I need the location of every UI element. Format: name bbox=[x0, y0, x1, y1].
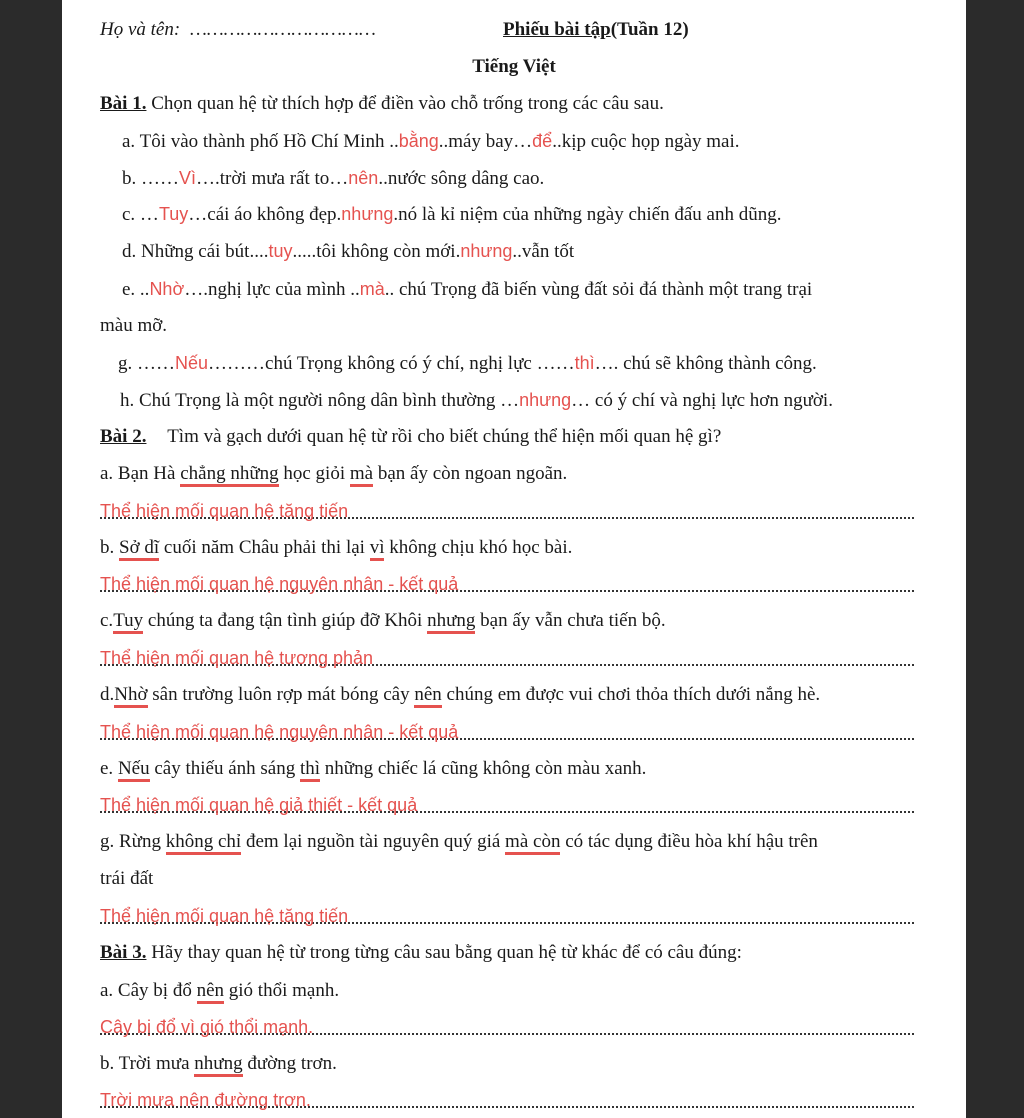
text: sân trường luôn rợp mát bóng cây bbox=[147, 684, 415, 705]
handwritten-answer: Thể hiện mối quan hệ tăng tiến bbox=[100, 501, 349, 521]
handwritten-answer: Thể hiện mối quan hệ nguyên nhân - kết quả bbox=[100, 574, 459, 594]
text: chúng em được vui chơi thỏa thích dưới nắng hè. bbox=[441, 684, 821, 705]
subject-text: Tiếng Việt bbox=[472, 56, 556, 77]
bai1-item-g bbox=[118, 350, 966, 376]
handwritten-answer: Thể hiện mối quan hệ tương phản bbox=[100, 648, 374, 668]
handwritten-answer: Cây bị đổ vì gió thổi mạnh. bbox=[100, 1017, 314, 1037]
text: không chịu khó học bài. bbox=[384, 537, 573, 558]
underlined-connective: nên bbox=[197, 980, 224, 1004]
text: a. Tôi vào thành phố Hồ Chí Minh .. bbox=[122, 131, 399, 152]
text: gió thổi mạnh. bbox=[224, 980, 340, 1001]
text: đường trơn. bbox=[242, 1053, 337, 1074]
text: d. Những cái bút.... bbox=[122, 241, 269, 262]
underlined-connective: Tuy bbox=[113, 610, 143, 634]
text: đem lại nguồn tài nguyên quý giá bbox=[241, 831, 506, 852]
text: màu mỡ. bbox=[100, 315, 168, 336]
text: cây thiếu ánh sáng bbox=[149, 758, 300, 779]
bai3-item-a bbox=[100, 978, 966, 1004]
bai1-label: Bài 1. bbox=[100, 93, 147, 114]
name-dots: …………………………… bbox=[190, 19, 376, 40]
text: … có ý chí và nghị lực hơn người. bbox=[571, 390, 833, 411]
bai3-item-b bbox=[100, 1051, 966, 1077]
text: c. … bbox=[122, 204, 159, 225]
text: ..nước sông dâng cao. bbox=[378, 168, 545, 189]
handwritten-answer: bằng bbox=[398, 131, 439, 151]
underlined-connective: Sở dĩ bbox=[119, 537, 159, 561]
bai2-answer-g bbox=[100, 903, 914, 929]
handwritten-answer: thì bbox=[574, 353, 595, 373]
handwritten-answer: tuy bbox=[268, 241, 293, 261]
bai2-instruction: Tìm và gạch dưới quan hệ từ rồi cho biết chúng thể hiện mối quan hệ gì? bbox=[167, 426, 722, 447]
handwritten-answer: Thể hiện mối quan hệ tăng tiến bbox=[100, 906, 349, 926]
underlined-connective: mà bbox=[350, 463, 373, 487]
text: .....tôi không còn mới. bbox=[292, 241, 461, 262]
text: ..kịp cuộc họp ngày mai. bbox=[552, 131, 740, 152]
bai3-heading bbox=[100, 940, 966, 966]
text: h. Chú Trọng là một người nông dân bình thường … bbox=[120, 390, 520, 411]
text: b. Trời mưa bbox=[100, 1053, 195, 1074]
text: ………chú Trọng không có ý chí, nghị lực …… bbox=[208, 353, 575, 374]
text: …. chú sẽ không thành công. bbox=[594, 353, 817, 374]
text: ..vẫn tốt bbox=[512, 241, 575, 262]
underlined-connective: chẳng những bbox=[180, 463, 278, 487]
bai2-answer-e bbox=[100, 792, 914, 818]
text: c. bbox=[100, 610, 114, 631]
text: cuối năm Châu phải thi lại bbox=[159, 537, 370, 558]
bai2-answer-a bbox=[100, 498, 914, 524]
name-label: Họ và tên: bbox=[100, 19, 181, 40]
handwritten-answer: mà bbox=[359, 279, 385, 299]
bai3-instruction: Hãy thay quan hệ từ trong từng câu sau bằng quan hệ từ khác để có câu đúng: bbox=[146, 942, 742, 963]
bai2-item-d bbox=[100, 682, 966, 708]
bai2-answer-b bbox=[100, 571, 914, 597]
bai1-item-b bbox=[122, 165, 966, 191]
bai1-item-h bbox=[120, 387, 966, 413]
bai2-item-b bbox=[100, 535, 966, 561]
underlined-connective: nhưng bbox=[194, 1053, 242, 1077]
handwritten-answer: Trời mưa nên đường trơn. bbox=[100, 1090, 311, 1110]
handwritten-answer: Thể hiện mối quan hệ giả thiết - kết quả bbox=[100, 795, 418, 815]
text: .. chú Trọng đã biến vùng đất sỏi đá thành một trang trại bbox=[384, 279, 813, 300]
text: bạn ấy vẫn chưa tiến bộ. bbox=[475, 610, 666, 631]
bai3-answer-b bbox=[100, 1087, 914, 1113]
worksheet-page bbox=[62, 0, 966, 1118]
text: b. …… bbox=[122, 168, 179, 189]
subject-title bbox=[62, 54, 966, 80]
text: a. Bạn Hà bbox=[100, 463, 181, 484]
text: ….nghị lực của mình .. bbox=[184, 279, 360, 300]
text: a. Cây bị đổ bbox=[100, 980, 197, 1001]
text: b. bbox=[100, 537, 119, 558]
text: ..máy bay… bbox=[438, 131, 533, 152]
handwritten-answer: Nếu bbox=[175, 353, 209, 373]
bai1-item-e-continued bbox=[100, 313, 966, 339]
bai1-item-e bbox=[122, 276, 966, 302]
header-line bbox=[62, 17, 966, 43]
text: những chiếc lá cũng không còn màu xanh. bbox=[320, 758, 647, 779]
underlined-connective: vì bbox=[370, 537, 385, 561]
underlined-connective: không chỉ bbox=[166, 831, 241, 855]
bai2-label: Bài 2. bbox=[100, 426, 147, 447]
bai1-item-c bbox=[122, 201, 966, 227]
underlined-connective: mà còn bbox=[505, 831, 560, 855]
text: ….trời mưa rất to… bbox=[196, 168, 349, 189]
underlined-connective: nhưng bbox=[427, 610, 475, 634]
bai2-answer-d bbox=[100, 719, 914, 745]
handwritten-answer: Tuy bbox=[158, 204, 189, 224]
bai3-answer-a bbox=[100, 1014, 914, 1040]
bai1-item-d bbox=[122, 238, 966, 264]
bai2-item-g bbox=[100, 829, 966, 855]
sheet-week: (Tuần 12) bbox=[610, 19, 689, 40]
bai2-item-a bbox=[100, 461, 966, 487]
text: g. Rừng bbox=[100, 831, 166, 852]
text: chúng ta đang tận tình giúp đỡ Khôi bbox=[143, 610, 428, 631]
sheet-title: Phiếu bài tập bbox=[503, 19, 611, 40]
handwritten-answer: Vì bbox=[179, 168, 197, 188]
handwritten-answer: Thể hiện mối quan hệ nguyên nhân - kết quả bbox=[100, 722, 459, 742]
text: bạn ấy còn ngoan ngoãn. bbox=[373, 463, 568, 484]
handwritten-answer: nhưng bbox=[460, 241, 513, 261]
handwritten-answer: Nhờ bbox=[149, 279, 185, 299]
text: e. .. bbox=[122, 279, 150, 300]
underlined-connective: Nếu bbox=[118, 758, 150, 782]
text: học giỏi bbox=[278, 463, 350, 484]
bai1-item-a bbox=[122, 128, 966, 154]
worksheet-document bbox=[62, 0, 966, 1118]
bai2-item-e bbox=[100, 756, 966, 782]
bai2-item-g-continued bbox=[100, 866, 966, 892]
handwritten-answer: để bbox=[532, 131, 553, 151]
text: .nó là kỉ niệm của những ngày chiến đấu anh dũng. bbox=[393, 204, 782, 225]
bai2-item-c bbox=[100, 608, 966, 634]
text: g. …… bbox=[118, 353, 175, 374]
underlined-connective: Nhờ bbox=[114, 684, 147, 708]
text: có tác dụng điều hòa khí hậu trên bbox=[560, 831, 818, 852]
bai2-heading bbox=[100, 424, 966, 450]
bai3-label: Bài 3. bbox=[100, 942, 147, 963]
underlined-connective: thì bbox=[300, 758, 320, 782]
bai1-instruction: Chọn quan hệ từ thích hợp để điền vào chỗ trống trong các câu sau. bbox=[151, 93, 664, 114]
sheet-title-group bbox=[503, 17, 689, 43]
text: e. bbox=[100, 758, 118, 779]
text: trái đất bbox=[100, 868, 154, 889]
text: d. bbox=[100, 684, 115, 705]
text: …cái áo không đẹp. bbox=[188, 204, 342, 225]
handwritten-answer: nhưng bbox=[519, 390, 572, 410]
underlined-connective: nên bbox=[414, 684, 441, 708]
handwritten-answer: nhưng bbox=[341, 204, 394, 224]
handwritten-answer: nên bbox=[348, 168, 379, 188]
bai1-heading bbox=[100, 91, 966, 117]
bai2-answer-c bbox=[100, 645, 914, 671]
